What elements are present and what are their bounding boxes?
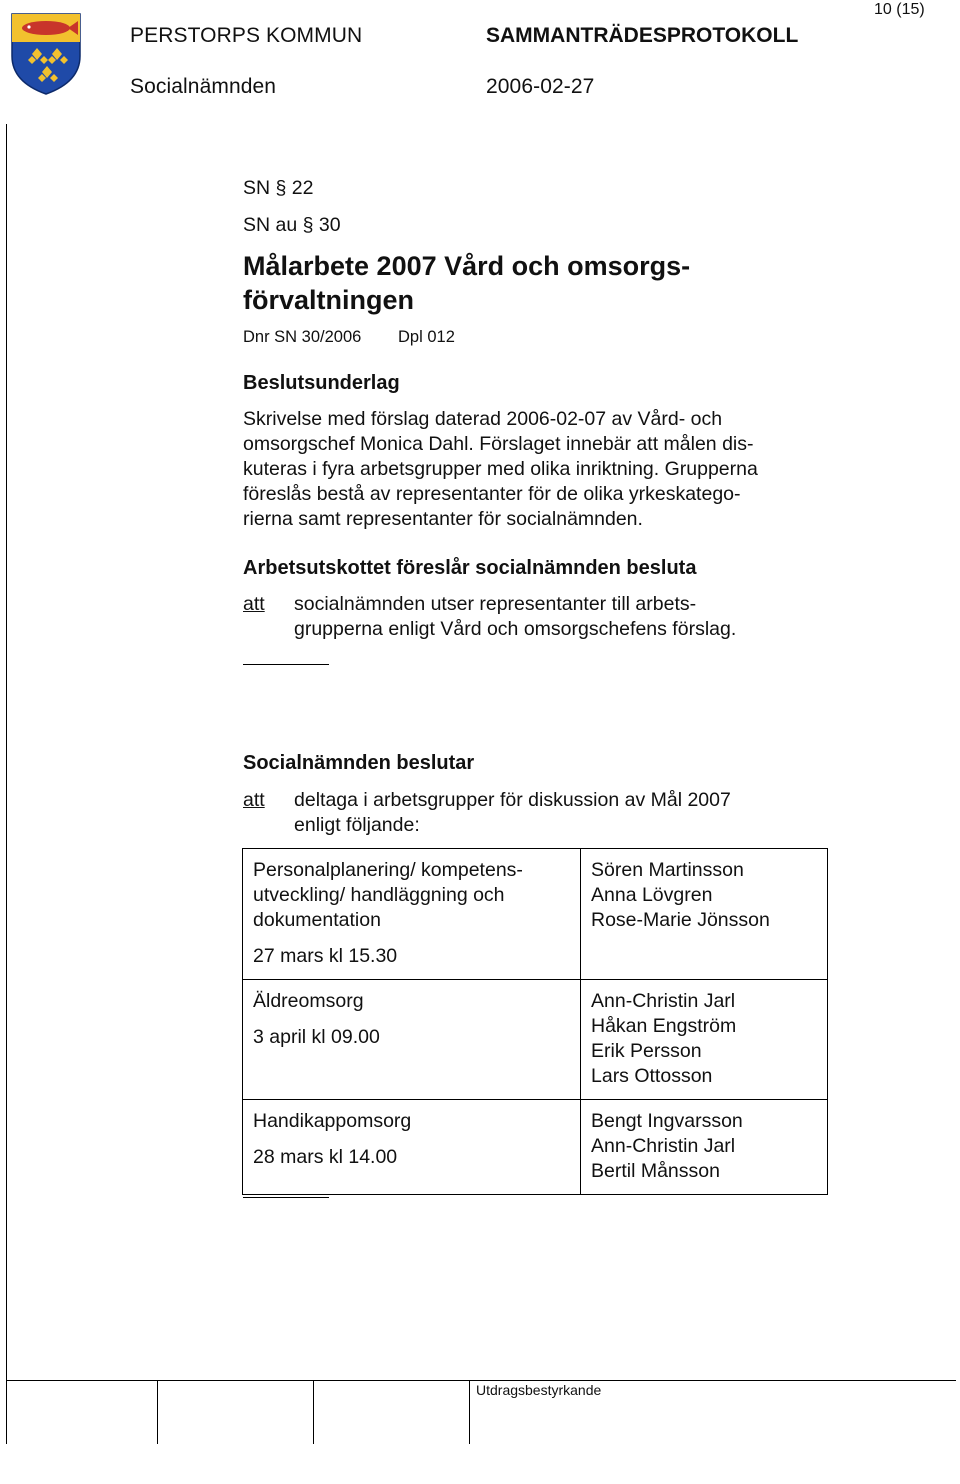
au-proposal-heading: Arbetsutskottet föreslår socialnämnden besluta — [243, 557, 697, 579]
group-cell — [243, 1100, 581, 1195]
page-title — [243, 249, 690, 317]
au-att-label: att — [243, 593, 265, 615]
section-end-rule — [243, 1197, 329, 1198]
dnr-number: Dnr SN 30/2006 — [243, 328, 362, 346]
group-time: 28 mars kl 14.00 — [253, 1146, 398, 1168]
left-margin-line — [6, 124, 7, 1444]
member-name: Ann-Christin Jarl — [591, 1135, 736, 1157]
footer-divider — [313, 1380, 314, 1444]
page-number: 10 (15) — [874, 1, 925, 18]
member-name: Erik Persson — [591, 1040, 702, 1062]
table-row — [243, 980, 828, 1100]
title-line: Målarbete 2007 Vård och omsorgs- — [243, 251, 691, 281]
group-name-line: Handikappomsorg — [253, 1110, 412, 1132]
member-name: Anna Lövgren — [591, 884, 713, 906]
member-name: Sören Martinsson — [591, 859, 744, 881]
text-line: enligt följande: — [294, 814, 420, 836]
members-cell — [581, 980, 828, 1100]
text-line: rierna samt representanter för socialnämnden. — [243, 508, 643, 530]
text-line: socialnämnden utser representanter till arbets- — [294, 593, 697, 615]
beslutsunderlag-heading: Beslutsunderlag — [243, 372, 400, 394]
section-end-rule — [243, 664, 329, 665]
footer-label: Utdragsbestyrkande — [476, 1382, 602, 1398]
meeting-date: 2006-02-27 — [486, 75, 595, 98]
table-row — [243, 1100, 828, 1195]
text-line: deltaga i arbetsgrupper för diskussion av Mål 2007 — [294, 789, 731, 811]
members-cell — [581, 849, 828, 980]
decision-att-label: att — [243, 789, 265, 811]
group-name-line: utveckling/ handläggning och — [253, 884, 505, 906]
footer-top-line — [6, 1380, 956, 1381]
dpl-number: Dpl 012 — [398, 328, 455, 346]
decision-text — [294, 788, 854, 838]
municipality-name: PERSTORPS KOMMUN — [130, 24, 363, 47]
group-cell — [243, 849, 581, 980]
au-proposal-text — [294, 592, 854, 642]
member-name: Ann-Christin Jarl — [591, 990, 736, 1012]
work-groups-table — [242, 848, 828, 1195]
group-name-line: Äldreomsorg — [253, 990, 364, 1012]
members-cell — [581, 1100, 828, 1195]
title-line: förvaltningen — [243, 285, 415, 315]
member-name: Håkan Engström — [591, 1015, 737, 1037]
text-line: omsorgschef Monica Dahl. Förslaget innebär att målen dis- — [243, 433, 754, 455]
board-name: Socialnämnden — [130, 75, 277, 98]
decision-heading: Socialnämnden beslutar — [243, 752, 475, 774]
footer-divider — [157, 1380, 158, 1444]
text-line: grupperna enligt Vård och omsorgschefens förslag. — [294, 618, 737, 640]
group-time: 3 april kl 09.00 — [253, 1026, 380, 1048]
text-line: föreslås bestå av representanter för de olika yrkeskatego- — [243, 483, 741, 505]
group-name-line: dokumentation — [253, 909, 381, 931]
text-line: kuteras i fyra arbetsgrupper med olika inriktning. Grupperna — [243, 458, 758, 480]
member-name: Bertil Månsson — [591, 1160, 720, 1182]
document-type: SAMMANTRÄDESPROTOKOLL — [486, 24, 799, 47]
group-time: 27 mars kl 15.30 — [253, 945, 398, 967]
group-name-line: Personalplanering/ kompetens- — [253, 859, 523, 881]
beslutsunderlag-text — [243, 407, 843, 532]
table-row — [243, 849, 828, 980]
paragraph-ref-sn-au: SN au § 30 — [243, 214, 341, 236]
member-name: Rose-Marie Jönsson — [591, 909, 770, 931]
member-name: Lars Ottosson — [591, 1065, 713, 1087]
member-name: Bengt Ingvarsson — [591, 1110, 743, 1132]
group-cell — [243, 980, 581, 1100]
paragraph-ref-sn: SN § 22 — [243, 177, 314, 199]
footer-divider — [469, 1380, 470, 1444]
text-line: Skrivelse med förslag daterad 2006-02-07 av Vård- och — [243, 408, 723, 430]
municipality-coat-of-arms-logo — [10, 12, 82, 96]
